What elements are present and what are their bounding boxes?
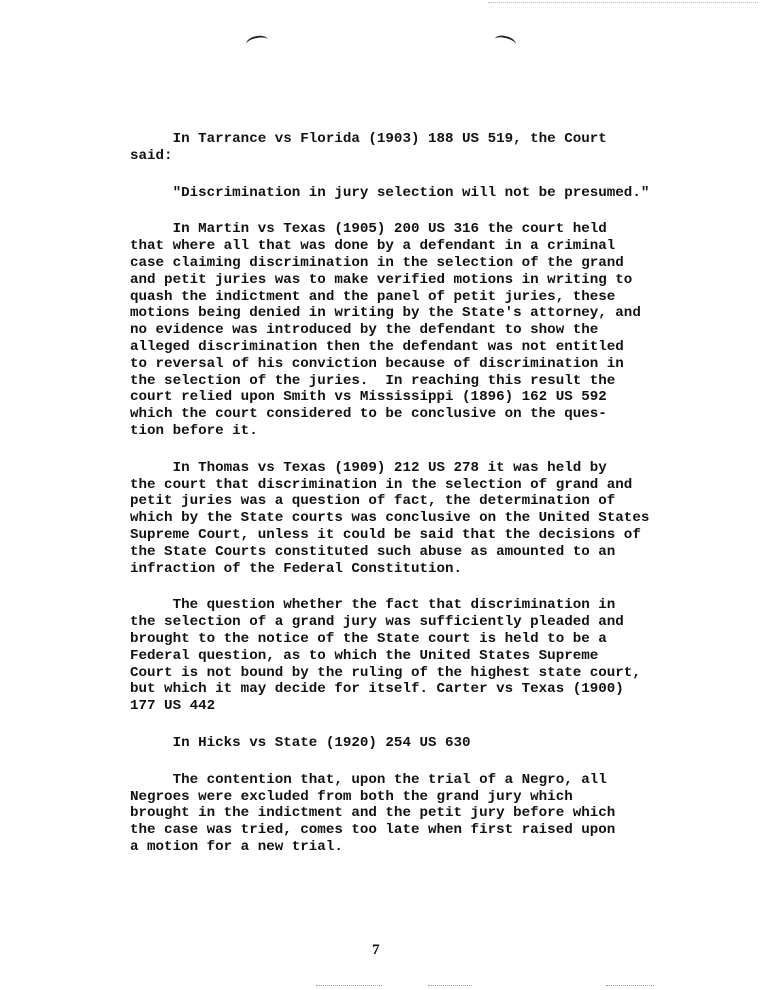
text-line: the selection of the juries. In reaching this result the [130,372,616,389]
scan-edge-top [488,2,758,3]
text-line: that where all that was done by a defendant in a criminal [130,238,616,255]
text-line: the case was tried, comes too late when first raised upon [130,822,616,839]
text-line: In Hicks vs State (1920) 254 US 630 [130,734,471,751]
text-line: court relied upon Smith vs Mississippi (1896) 162 US 592 [130,389,607,406]
text-line: but which it may decide for itself. Carter vs Texas (1900) [130,681,624,698]
text-line: alleged discrimination then the defendant was not entitled [130,338,624,355]
text-line: brought in the indictment and the petit jury before which [130,805,616,822]
paragraph-thomas [130,460,678,578]
text-line: the selection of a grand jury was sufficiently pleaded and [130,614,624,631]
scan-mark-right [493,34,517,51]
text-line: Negroes were excluded from both the grand jury which [130,788,573,805]
paragraph-martin [130,221,678,439]
text-line: The question whether the fact that discrimination in [130,597,616,614]
text-line: no evidence was introduced by the defendant to show the [130,322,599,339]
page-number: 7 [372,942,380,958]
text-line: In Thomas vs Texas (1909) 212 US 278 it was held by [130,459,607,476]
text-line: In Tarrance vs Florida (1903) 188 US 519, the Court [130,131,607,147]
paragraph-contention [130,772,678,856]
text-line: In Martin vs Texas (1905) 200 US 316 the court held [130,221,607,238]
text-line: which by the State courts was conclusive on the United States [130,510,650,527]
scan-mark-left [245,34,269,50]
text-line: "Discrimination in jury selection will not be presumed." [130,184,650,201]
text-line: to reversal of his conviction because of discrimination in [130,355,624,372]
scan-edge-bottom [428,985,472,986]
scan-edge-bottom [606,985,654,986]
text-line: the court that discrimination in the selection of grand and [130,476,633,493]
text-line: which the court considered to be conclusive on the ques- [130,406,607,423]
paragraph-quote [130,185,678,202]
text-line: 177 US 442 [130,698,216,715]
text-line: Supreme Court, unless it could be said that the decisions of [130,526,641,543]
text-line: the State Courts constituted such abuse as amounted to an [130,543,616,560]
text-line: The contention that, upon the trial of a Negro, all [130,771,607,788]
text-line: brought to the notice of the State court is held to be a [130,630,607,647]
text-line: infraction of the Federal Constitution. [130,560,463,577]
text-line: Court is not bound by the ruling of the highest state court, [130,664,641,681]
text-line: case claiming discrimination in the selection of the grand [130,254,624,271]
text-line: quash the indictment and the panel of petit juries, these [130,288,616,305]
text-line: a motion for a new trial. [130,838,343,855]
text-line: petit juries was a question of fact, the determination of [130,493,616,510]
scan-edge-bottom [316,985,382,986]
text-line: and petit juries was to make verified motions in writing to [130,271,633,288]
text-line: tion before it. [130,422,258,439]
paragraph-hicks [130,735,678,752]
text-line: Federal question, as to which the United States Supreme [130,647,599,664]
text-line: motions being denied in writing by the State's attorney, and [130,305,641,322]
document-body [130,131,678,856]
paragraph-tarrance [130,131,678,165]
text-line: said: [130,147,173,164]
paragraph-carter [130,597,678,715]
